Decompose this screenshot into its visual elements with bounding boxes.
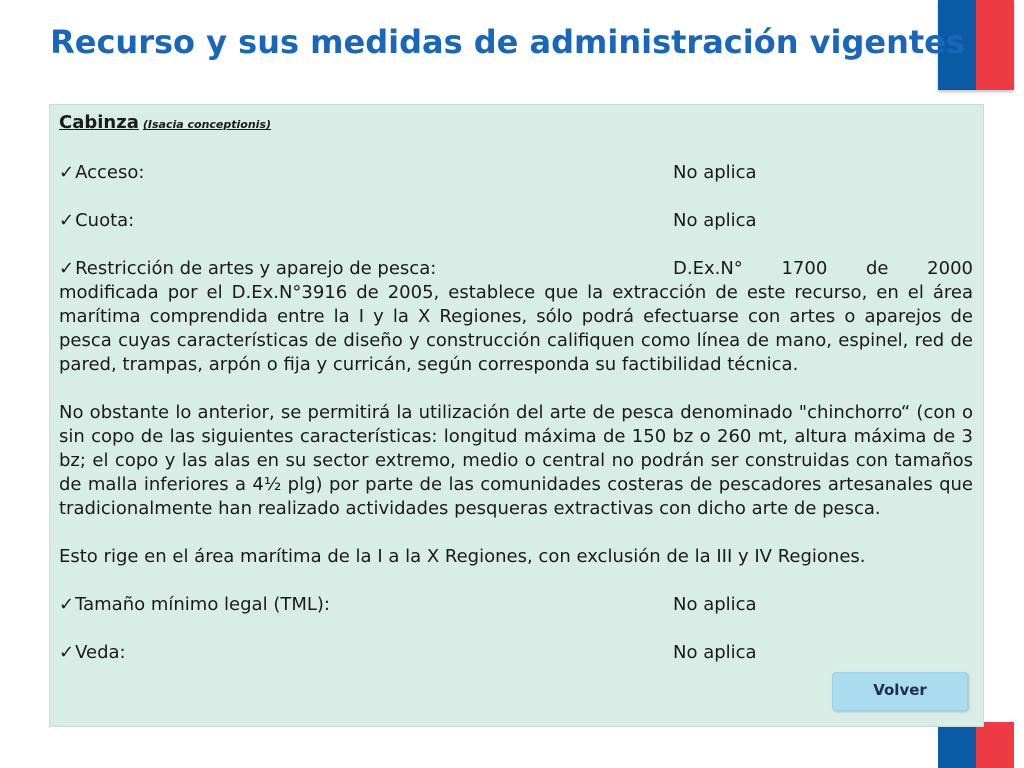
paragraph-rige: Esto rige en el área marítima de la I a la X Regiones, con exclusión de la III y IV Regiones. [59,546,866,567]
volver-button[interactable]: Volver [832,672,968,711]
check-icon: ✓ [59,594,75,615]
resource-scientific-name: (Isacia conceptionis) [142,118,272,131]
item-acceso [59,161,973,185]
veda-label: Veda: [75,642,126,663]
restriccion-continuation: modificada por el D.Ex.N°3916 de 2005, establece que la extracción de este recurso, en el área marítima comprendida entre la I y la X Regiones, sólo podrá efectuarse con artes o aparejos de pesca cuyas características de diseño y construcción califiquen como línea de mano, espinel, red de pared, trampas, arpón o fija y curricán, según corresponda su factibilidad técnica. [59,282,973,375]
resource-heading [59,111,973,137]
paragraph-no-obstante: No obstante lo anterior, se permitirá la utilización del arte de pesca denominado "chinchorro“ (con o sin copo de las siguientes características: longitud máxima de 150 bz o 260 mt, altura máxima de 3 bz; el copo y las alas en su sector extremo, medio o central no podrán ser construidas con tamaños de malla inferiores a 4½ plg) por parte de las comunidades costeras de pescadores artesanales que tradicionalmente han realizado actividades pesqueras extractivas con dicho arte de pesca. [59,402,973,519]
check-icon: ✓ [59,258,75,279]
item-tml [59,593,973,617]
cuota-value: No aplica [673,210,757,231]
item-cuota [59,209,973,233]
acceso-label: Acceso: [75,162,145,183]
restriccion-value-word: 1700 [781,258,828,279]
check-icon: ✓ [59,210,75,231]
restriccion-label: Restricción de artes y aparejo de pesca: [75,258,437,279]
page-title: Recurso y sus medidas de administración vigentes [50,23,965,61]
restriccion-value-word: 2000 [927,258,973,279]
tml-value: No aplica [673,594,757,615]
restriccion-value-word: de [865,258,889,279]
tml-label: Tamaño mínimo legal (TML): [75,594,330,615]
restriccion-value-word: D.Ex.N° [673,258,743,279]
check-icon: ✓ [59,162,75,183]
resource-name: Cabinza [59,112,139,133]
content-panel [49,104,984,727]
acceso-value: No aplica [673,162,757,183]
veda-value: No aplica [673,642,757,663]
cuota-label: Cuota: [75,210,135,231]
restriccion-value [673,257,973,281]
item-veda [59,641,973,665]
flag-logo-bottom [938,722,1014,768]
check-icon: ✓ [59,642,75,663]
item-restriccion [59,257,973,377]
